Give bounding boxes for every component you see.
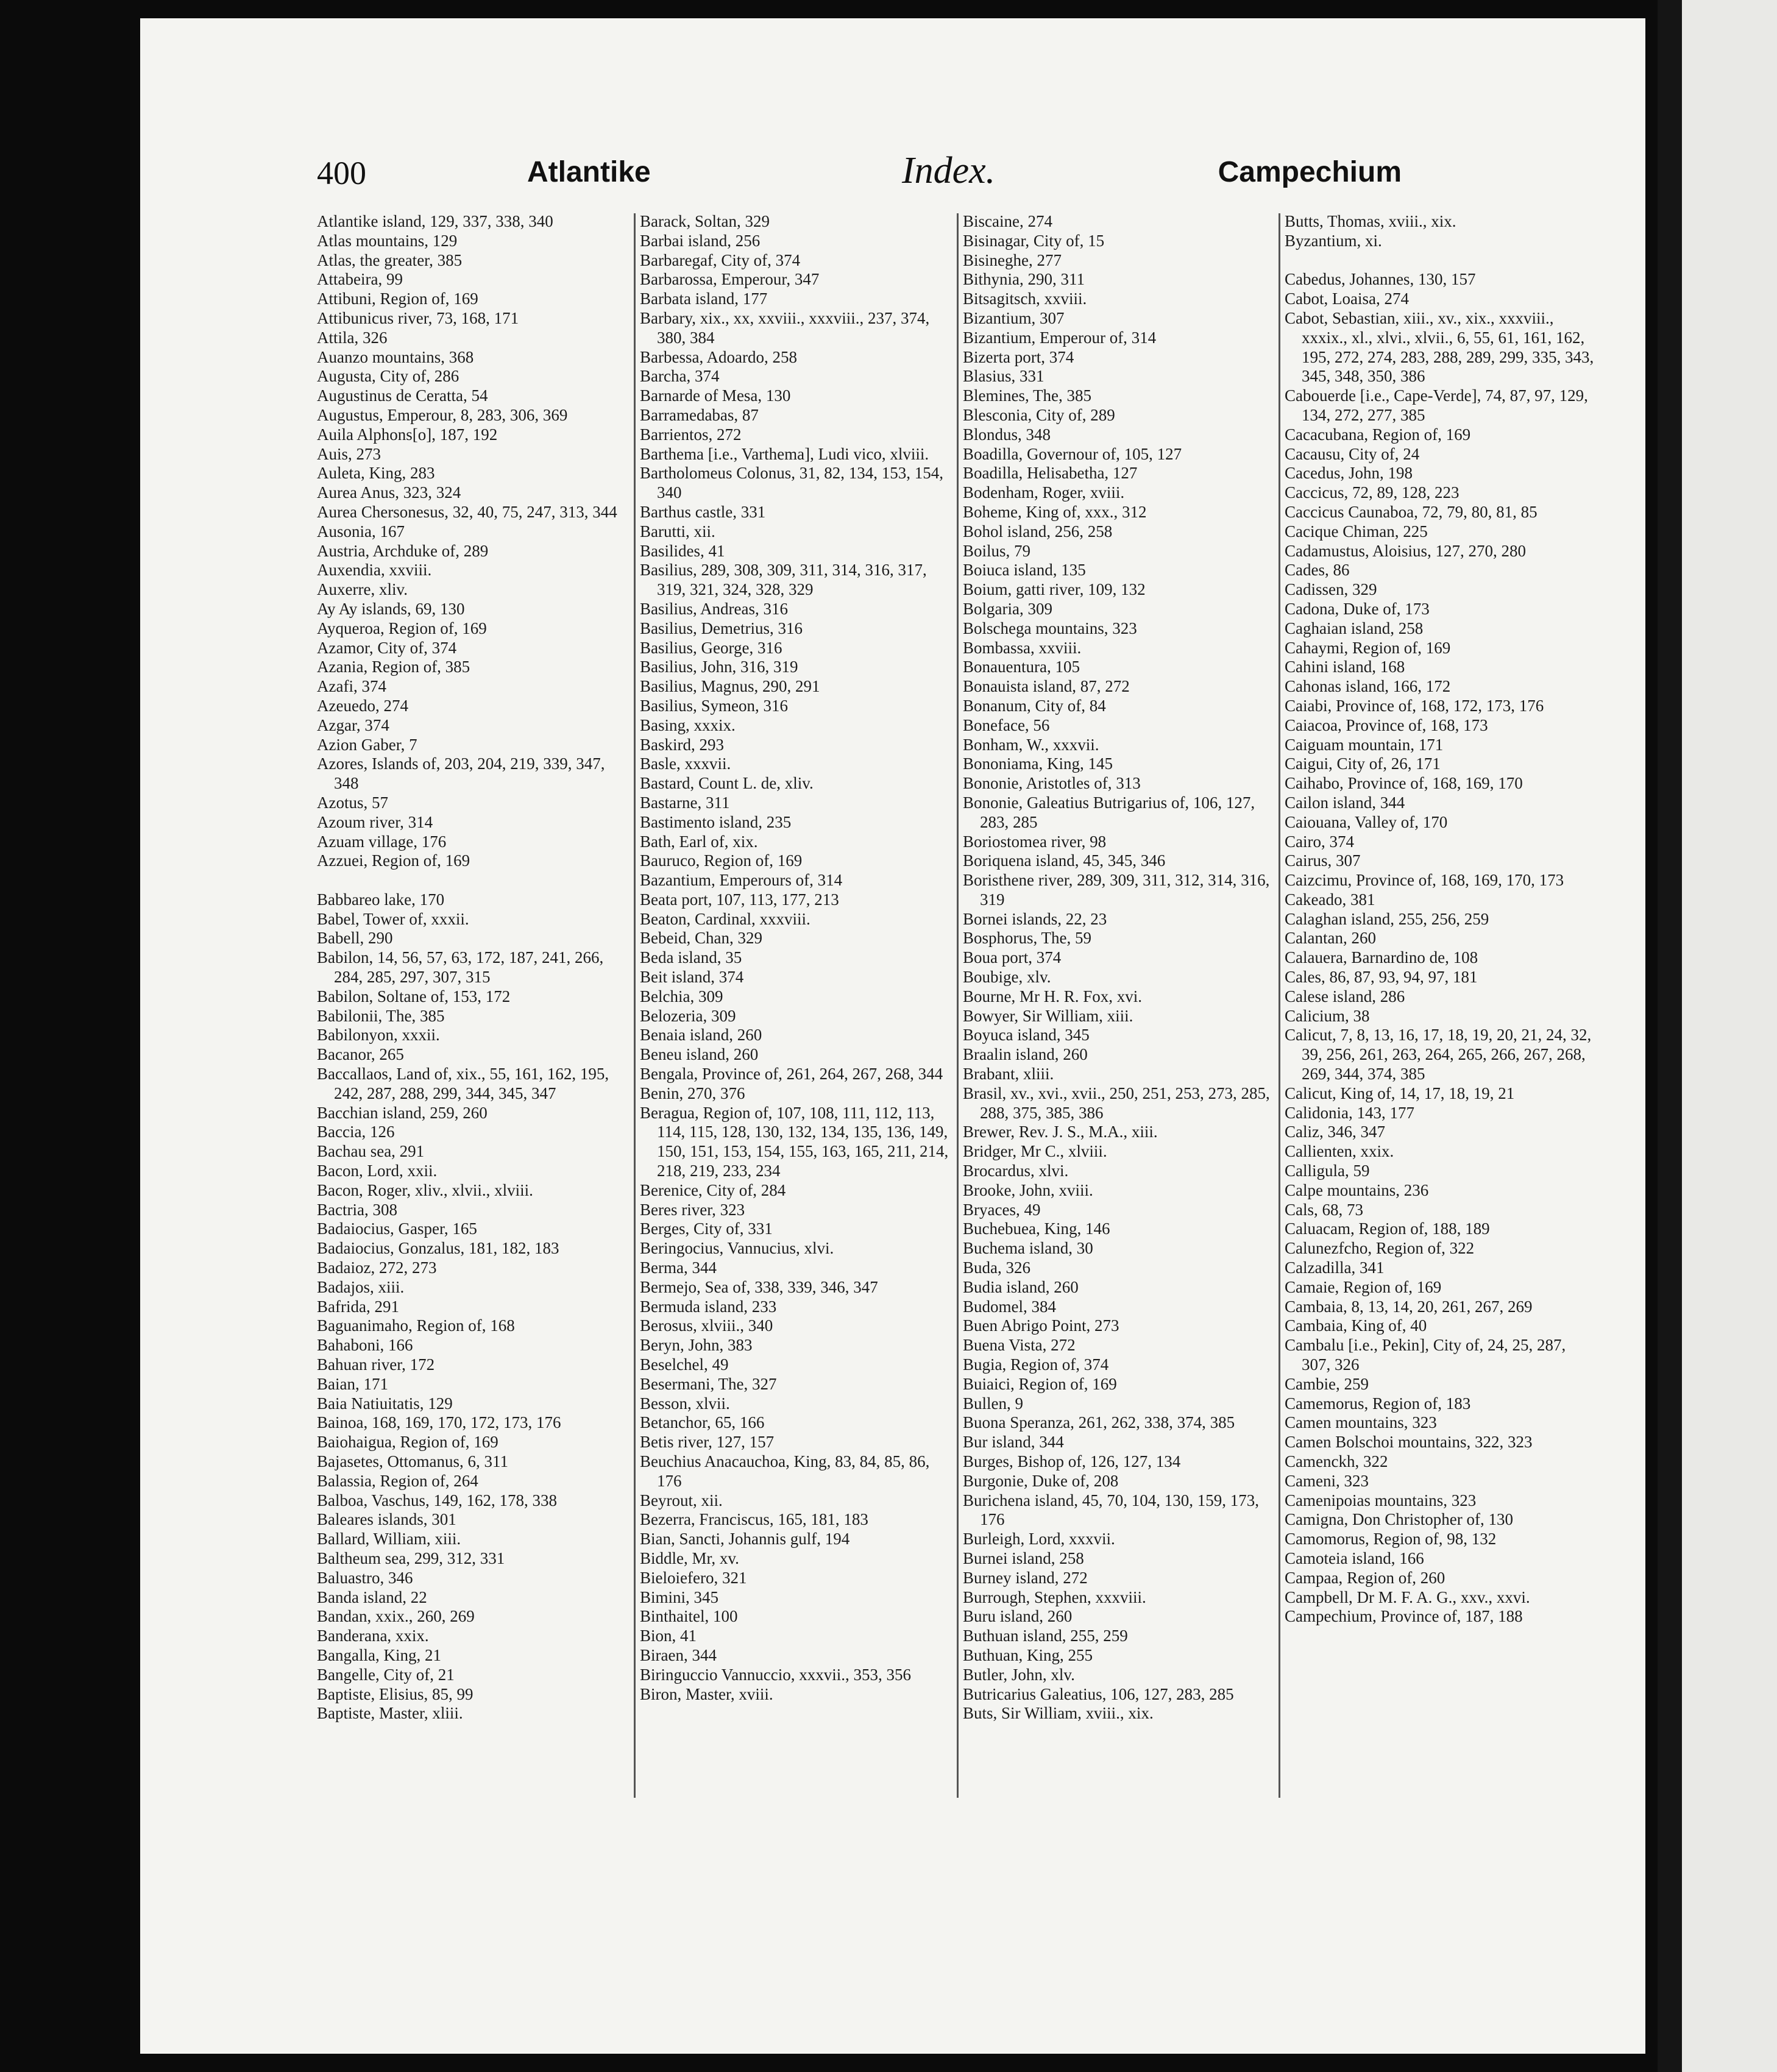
index-entry: Calese island, 286 (1285, 987, 1405, 1006)
index-entry: Bermuda island, 233 (640, 1297, 777, 1316)
index-column-4 (1285, 212, 1595, 1627)
index-entry: Attila, 326 (317, 328, 388, 347)
index-entry: Bisinagar, City of, 15 (963, 231, 1105, 250)
index-entry: Caccicus, 72, 89, 128, 223 (1285, 483, 1460, 502)
index-entry: Cabot, Sebastian, xiii., xv., xix., xxxviii., xxxix., xl., xlvi., xlvii., 6, 55, 61, 161, 162, 195, 272, 274, 283, 288, 289, 299, 335, 343, 345, 348, 350, 386 (1285, 308, 1594, 386)
index-entry: Badajos, xiii. (317, 1277, 405, 1296)
index-entry: Butler, John, xlv. (963, 1665, 1075, 1684)
index-entry: Berma, 344 (640, 1258, 717, 1277)
index-entry: Ballard, William, xiii. (317, 1530, 461, 1549)
index-entry: Bridger, Mr C., xlviii. (963, 1142, 1107, 1161)
index-entry: Bachau sea, 291 (317, 1142, 425, 1161)
index-entry: Buda, 326 (963, 1258, 1030, 1277)
index-entry: Barbai island, 256 (640, 231, 761, 250)
index-entry: Cadamustus, Aloisius, 127, 270, 280 (1285, 541, 1527, 560)
index-entry: Babilon, 14, 56, 57, 63, 172, 187, 241, 266, 284, 285, 297, 307, 315 (317, 948, 604, 987)
column-divider (634, 213, 636, 1798)
index-entry: Babilon, Soltane of, 153, 172 (317, 987, 511, 1006)
index-column-2 (640, 212, 951, 1704)
index-entry: Baptiste, Elisius, 85, 99 (317, 1684, 474, 1703)
index-entry: Auila Alphons[o], 187, 192 (317, 425, 498, 444)
index-entry: Boua port, 374 (963, 948, 1062, 967)
index-entry: Bizantium, 307 (963, 308, 1065, 327)
index-entry: Buchema island, 30 (963, 1239, 1093, 1258)
index-entry: Besermani, The, 327 (640, 1374, 777, 1393)
page-title: Index. (902, 150, 996, 191)
index-entry: Burney island, 272 (963, 1568, 1088, 1587)
index-entry: Cacausu, City of, 24 (1285, 444, 1420, 463)
index-entry: Camemorus, Region of, 183 (1285, 1394, 1471, 1413)
index-entry: Auleta, King, 283 (317, 464, 435, 483)
index-entry: Banda island, 22 (317, 1588, 427, 1606)
index-entry: Boium, gatti river, 109, 132 (963, 580, 1146, 599)
index-entry: Bauruco, Region of, 169 (640, 851, 803, 870)
index-entry: Campaa, Region of, 260 (1285, 1568, 1445, 1587)
index-entry: Barnarde of Mesa, 130 (640, 386, 791, 405)
index-entry: Ayqueroa, Region of, 169 (317, 619, 487, 637)
index-entry: Calicium, 38 (1285, 1006, 1370, 1025)
index-entry: Cadissen, 329 (1285, 580, 1377, 599)
column-divider (1279, 213, 1280, 1798)
index-entry: Burleigh, Lord, xxxvii. (963, 1530, 1115, 1549)
index-entry: Burrough, Stephen, xxxviii. (963, 1588, 1146, 1606)
index-entry: Ausonia, 167 (317, 522, 405, 541)
index-entry: Bolschega mountains, 323 (963, 619, 1137, 637)
index-entry: Basing, xxxix. (640, 715, 736, 734)
index-entry: Bahuan river, 172 (317, 1355, 435, 1374)
index-entry: Camigna, Don Christopher of, 130 (1285, 1510, 1513, 1529)
index-entry: Bian, Sancti, Johannis gulf, 194 (640, 1530, 850, 1549)
index-entry: Barbary, xix., xx, xxviii., xxxviii., 237, 374, 380, 384 (640, 308, 930, 347)
index-entry: Azania, Region of, 385 (317, 658, 470, 676)
index-entry: Attibuni, Region of, 169 (317, 289, 478, 308)
index-entry: Barcha, 374 (640, 367, 720, 386)
index-entry: Boadilla, Governour of, 105, 127 (963, 444, 1182, 463)
index-column-1 (317, 212, 628, 1723)
index-entry: Camenckh, 322 (1285, 1452, 1388, 1471)
index-entry: Calligula, 59 (1285, 1162, 1370, 1180)
index-entry: Baccia, 126 (317, 1123, 395, 1141)
index-entry: Bath, Earl of, xix. (640, 832, 758, 851)
index-entry: Bodenham, Roger, xviii. (963, 483, 1125, 502)
index-entry: Cahonas island, 166, 172 (1285, 677, 1451, 696)
index-entry: Cahini island, 168 (1285, 658, 1405, 676)
header-last-entry: Campechium (1218, 156, 1402, 188)
index-entry: Bisineghe, 277 (963, 250, 1062, 269)
index-entry: Babel, Tower of, xxxii. (317, 909, 469, 928)
index-entry: Berosus, xlviii., 340 (640, 1316, 773, 1335)
index-entry: Banderana, xxix. (317, 1627, 429, 1645)
index-entry: Baltheum sea, 299, 312, 331 (317, 1549, 505, 1567)
index-entry: Bafrida, 291 (317, 1297, 399, 1316)
index-entry: Babbareo lake, 170 (317, 890, 445, 909)
index-entry: Betanchor, 65, 166 (640, 1413, 765, 1432)
index-entry: Biron, Master, xviii. (640, 1684, 773, 1703)
index-entry: Babilonii, The, 385 (317, 1006, 445, 1025)
index-entry: Bononiama, King, 145 (963, 754, 1113, 773)
index-entry: Budia island, 260 (963, 1277, 1079, 1296)
index-entry: Baiohaigua, Region of, 169 (317, 1433, 498, 1452)
index-entry: Beragua, Region of, 107, 108, 111, 112, 113, 114, 115, 128, 130, 132, 134, 135, 136, 149, 150, 151, 153, 154, 155, 163, 165, 211, 214, 218, 219, 233, 234 (640, 1103, 949, 1180)
index-entry: Basilius, Magnus, 290, 291 (640, 677, 820, 696)
index-entry: Bion, 41 (640, 1627, 697, 1645)
index-entry: Azgar, 374 (317, 715, 389, 734)
index-entry: Beda island, 35 (640, 948, 742, 967)
index-entry: Bolgaria, 309 (963, 599, 1052, 618)
index-entry: Benaia island, 260 (640, 1026, 762, 1045)
index-entry: Binthaitel, 100 (640, 1607, 738, 1626)
index-entry: Bonauentura, 105 (963, 658, 1080, 676)
letter-gap (1285, 251, 1595, 271)
index-entry: Camomorus, Region of, 98, 132 (1285, 1530, 1497, 1549)
index-entry: Boneface, 56 (963, 715, 1050, 734)
index-entry: Austria, Archduke of, 289 (317, 541, 489, 560)
index-entry: Bainoa, 168, 169, 170, 172, 173, 176 (317, 1413, 561, 1432)
index-entry: Bizantium, Emperour of, 314 (963, 328, 1157, 347)
facing-page-edge (1658, 0, 1777, 2072)
index-entry: Cairus, 307 (1285, 851, 1361, 870)
index-entry: Baia Natiuitatis, 129 (317, 1394, 453, 1413)
index-entry: Bohol island, 256, 258 (963, 522, 1113, 541)
index-entry: Campbell, Dr M. F. A. G., xxv., xxvi. (1285, 1588, 1530, 1606)
index-entry: Buthuan, King, 255 (963, 1645, 1093, 1664)
index-entry: Biddle, Mr, xv. (640, 1549, 739, 1567)
index-entry: Augustus, Emperour, 8, 283, 306, 369 (317, 405, 568, 424)
index-entry: Calauera, Barnardino de, 108 (1285, 948, 1478, 967)
index-entry: Boiuca island, 135 (963, 561, 1086, 580)
index-entry: Buchebuea, King, 146 (963, 1219, 1110, 1238)
index-entry: Braalin island, 260 (963, 1045, 1088, 1064)
index-entry: Azzuei, Region of, 169 (317, 851, 470, 870)
index-entry: Barbarossa, Emperour, 347 (640, 270, 820, 289)
index-entry: Azuam village, 176 (317, 832, 447, 851)
index-entry: Calidonia, 143, 177 (1285, 1103, 1414, 1122)
index-entry: Caiouana, Valley of, 170 (1285, 812, 1448, 831)
index-entry: Bangalla, King, 21 (317, 1645, 441, 1664)
index-entry: Bitsagitsch, xxviii. (963, 289, 1087, 308)
index-entry: Butricarius Galeatius, 106, 127, 283, 285 (963, 1684, 1234, 1703)
index-entry: Caiguam mountain, 171 (1285, 735, 1444, 754)
index-entry: Barthus castle, 331 (640, 502, 766, 521)
index-entry: Calicut, 7, 8, 13, 16, 17, 18, 19, 20, 21, 24, 32, 39, 256, 261, 263, 264, 265, 266, 267, 268, 269, 344, 374, 385 (1285, 1026, 1592, 1084)
index-entry: Azeuedo, 274 (317, 696, 408, 715)
index-entry: Butts, Thomas, xviii., xix. (1285, 212, 1456, 230)
index-entry: Burgonie, Duke of, 208 (963, 1471, 1119, 1490)
index-entry: Camen Bolschoi mountains, 322, 323 (1285, 1433, 1533, 1452)
index-entry: Biringuccio Vannuccio, xxxvii., 353, 356 (640, 1665, 911, 1684)
letter-gap (317, 871, 628, 890)
index-entry: Cahaymi, Region of, 169 (1285, 638, 1451, 657)
index-entry: Biscaine, 274 (963, 212, 1052, 230)
index-entry: Badaiocius, Gonzalus, 181, 182, 183 (317, 1239, 559, 1258)
index-entry: Attibunicus river, 73, 168, 171 (317, 308, 519, 327)
index-entry: Beaton, Cardinal, xxxviii. (640, 909, 810, 928)
index-entry: Bandan, xxix., 260, 269 (317, 1607, 475, 1626)
index-entry: Caiacoa, Province of, 168, 173 (1285, 715, 1488, 734)
index-entry: Bullen, 9 (963, 1394, 1023, 1413)
index-entry: Cabedus, Johannes, 130, 157 (1285, 270, 1476, 289)
index-entry: Bermejo, Sea of, 338, 339, 346, 347 (640, 1277, 878, 1296)
index-entry: Bithynia, 290, 311 (963, 270, 1085, 289)
index-entry: Cameni, 323 (1285, 1471, 1369, 1490)
index-entry: Barutti, xii. (640, 522, 715, 541)
index-entry: Buts, Sir William, xviii., xix. (963, 1704, 1154, 1723)
index-entry: Auxerre, xliv. (317, 580, 408, 599)
index-entry: Cades, 86 (1285, 561, 1350, 580)
index-entry: Augustinus de Ceratta, 54 (317, 386, 488, 405)
index-entry: Basilius, Symeon, 316 (640, 696, 789, 715)
index-entry: Bebeid, Chan, 329 (640, 929, 762, 948)
index-entry: Camoteia island, 166 (1285, 1549, 1424, 1567)
index-entry: Calunezfcho, Region of, 322 (1285, 1239, 1475, 1258)
index-entry: Campechium, Province of, 187, 188 (1285, 1607, 1523, 1626)
index-entry: Azamor, City of, 374 (317, 638, 457, 657)
index-entry: Burichena island, 45, 70, 104, 130, 159, 173, 176 (963, 1491, 1259, 1529)
index-entry: Boriostomea river, 98 (963, 832, 1107, 851)
index-entry: Bourne, Mr H. R. Fox, xvi. (963, 987, 1143, 1006)
index-entry: Cambalu [i.e., Pekin], City of, 24, 25, 287, 307, 326 (1285, 1336, 1566, 1374)
index-entry: Baccallaos, Land of, xix., 55, 161, 162, 195, 242, 287, 288, 299, 344, 345, 347 (317, 1065, 609, 1102)
index-entry: Camaie, Region of, 169 (1285, 1277, 1442, 1296)
index-entry: Barramedabas, 87 (640, 405, 759, 424)
index-entry: Calpe mountains, 236 (1285, 1180, 1429, 1199)
index-entry: Besson, xlvii. (640, 1394, 730, 1413)
index-entry: Aurea Anus, 323, 324 (317, 483, 461, 502)
index-entry: Belozeria, 309 (640, 1006, 736, 1025)
index-entry: Cacique Chiman, 225 (1285, 522, 1428, 541)
index-entry: Buona Speranza, 261, 262, 338, 374, 385 (963, 1413, 1235, 1432)
index-entry: Boadilla, Helisabetha, 127 (963, 464, 1138, 483)
index-entry: Bonauista island, 87, 272 (963, 677, 1130, 696)
index-entry: Cadona, Duke of, 173 (1285, 599, 1430, 618)
index-entry: Belchia, 309 (640, 987, 723, 1006)
index-entry: Caigui, City of, 26, 171 (1285, 754, 1441, 773)
index-entry: Caiabi, Province of, 168, 172, 173, 176 (1285, 696, 1544, 715)
index-entry: Cailon island, 344 (1285, 793, 1405, 812)
index-entry: Brabant, xliii. (963, 1065, 1054, 1084)
index-entry: Beringocius, Vannucius, xlvi. (640, 1239, 834, 1258)
index-entry: Atlantike island, 129, 337, 338, 340 (317, 212, 553, 230)
index-entry: Bombassa, xxviii. (963, 638, 1082, 657)
index-entry: Bazantium, Emperours of, 314 (640, 871, 843, 890)
index-entry: Cabouerde [i.e., Cape-Verde], 74, 87, 97, 129, 134, 272, 277, 385 (1285, 386, 1588, 424)
running-header (317, 149, 1402, 204)
index-entry: Cakeado, 381 (1285, 890, 1375, 909)
index-entry: Buiaici, Region of, 169 (963, 1374, 1117, 1393)
index-entry: Barbessa, Adoardo, 258 (640, 347, 797, 366)
index-entry: Bugia, Region of, 374 (963, 1355, 1109, 1374)
index-entry: Balassia, Region of, 264 (317, 1471, 478, 1490)
index-entry: Azoum river, 314 (317, 812, 433, 831)
index-column-3 (963, 212, 1274, 1723)
index-entry: Bastarne, 311 (640, 793, 730, 812)
index-entry: Bahaboni, 166 (317, 1336, 413, 1355)
index-entry: Azores, Islands of, 203, 204, 219, 339, 347, 348 (317, 754, 605, 793)
index-entry: Bangelle, City of, 21 (317, 1665, 455, 1684)
index-entry: Attabeira, 99 (317, 270, 403, 289)
index-entry: Buru island, 260 (963, 1607, 1073, 1626)
index-entry: Basilides, 41 (640, 541, 725, 560)
index-entry: Bowyer, Sir William, xiii. (963, 1006, 1133, 1025)
index-entry: Baleares islands, 301 (317, 1510, 456, 1529)
index-entry: Basilius, Andreas, 316 (640, 599, 788, 618)
index-entry: Badaiocius, Gasper, 165 (317, 1219, 477, 1238)
index-entry: Bieloiefero, 321 (640, 1568, 747, 1587)
index-entry: Bactria, 308 (317, 1200, 397, 1219)
index-entry: Beryn, John, 383 (640, 1336, 753, 1355)
index-entry: Beselchel, 49 (640, 1355, 729, 1374)
index-entry: Biraen, 344 (640, 1645, 717, 1664)
index-entry: Camen mountains, 323 (1285, 1413, 1437, 1432)
index-entry: Buen Abrigo Point, 273 (963, 1316, 1119, 1335)
index-entry: Burnei island, 258 (963, 1549, 1084, 1567)
index-entry: Baguanimaho, Region of, 168 (317, 1316, 515, 1335)
column-divider (957, 213, 959, 1798)
index-entry: Basilius, 289, 308, 309, 311, 314, 316, 317, 319, 321, 324, 328, 329 (640, 561, 927, 599)
index-entry: Cambaia, King of, 40 (1285, 1316, 1427, 1335)
index-entry: Baluastro, 346 (317, 1568, 413, 1587)
index-entry: Babilonyon, xxxii. (317, 1026, 440, 1045)
index-entry: Auanzo mountains, 368 (317, 347, 474, 366)
index-entry: Beneu island, 260 (640, 1045, 759, 1064)
index-entry: Caghaian island, 258 (1285, 619, 1424, 637)
index-entry: Badaioz, 272, 273 (317, 1258, 437, 1277)
index-entry: Azion Gaber, 7 (317, 735, 417, 754)
index-entry: Bononie, Galeatius Butrigarius of, 106, 127, 283, 285 (963, 793, 1255, 831)
index-entry: Cals, 68, 73 (1285, 1200, 1364, 1219)
index-entry: Budomel, 384 (963, 1297, 1056, 1316)
index-entry: Bonanum, City of, 84 (963, 696, 1106, 715)
header-first-entry: Atlantike (527, 156, 651, 188)
index-entry: Basilius, George, 316 (640, 638, 782, 657)
index-entry: Barthema [i.e., Varthema], Ludi vico, xlviii. (640, 444, 929, 463)
index-entry: Bryaces, 49 (963, 1200, 1041, 1219)
index-entry: Brooke, John, xviii. (963, 1180, 1093, 1199)
index-entry: Bacchian island, 259, 260 (317, 1103, 488, 1122)
index-entry: Boilus, 79 (963, 541, 1031, 560)
index-entry: Cacedus, John, 198 (1285, 464, 1413, 483)
index-entry: Berenice, City of, 284 (640, 1180, 786, 1199)
index-entry: Burges, Bishop of, 126, 127, 134 (963, 1452, 1181, 1471)
index-entry: Blesconia, City of, 289 (963, 405, 1115, 424)
index-entry: Baian, 171 (317, 1374, 388, 1393)
index-entry: Caccicus Caunaboa, 72, 79, 80, 81, 85 (1285, 502, 1538, 521)
index-entry: Aurea Chersonesus, 32, 40, 75, 247, 313, 344 (317, 502, 617, 521)
index-entry: Bornei islands, 22, 23 (963, 909, 1107, 928)
index-entry: Bizerta port, 374 (963, 347, 1074, 366)
index-entry: Callienten, xxix. (1285, 1142, 1394, 1161)
index-entry: Basle, xxxvii. (640, 754, 731, 773)
page-number: 400 (317, 155, 366, 191)
index-entry: Benin, 270, 376 (640, 1084, 745, 1102)
index-entry: Beata port, 107, 113, 177, 213 (640, 890, 839, 909)
index-entry: Caizcimu, Province of, 168, 169, 170, 173 (1285, 871, 1564, 890)
index-entry: Caluacam, Region of, 188, 189 (1285, 1219, 1490, 1238)
index-entry: Calantan, 260 (1285, 929, 1376, 948)
index-entry: Azafi, 374 (317, 677, 386, 696)
index-entry: Atlas, the greater, 385 (317, 250, 463, 269)
index-entry: Boriquena island, 45, 345, 346 (963, 851, 1166, 870)
index-entry: Beyrout, xii. (640, 1491, 723, 1510)
index-entry: Bastard, Count L. de, xliv. (640, 774, 814, 793)
index-entry: Byzantium, xi. (1285, 231, 1382, 250)
index-entry: Baptiste, Master, xliii. (317, 1704, 463, 1723)
index-entry: Babell, 290 (317, 929, 393, 948)
index-entry: Augusta, City of, 286 (317, 367, 459, 386)
index-entry: Bacanor, 265 (317, 1045, 404, 1064)
index-entry: Blasius, 331 (963, 367, 1045, 386)
index-entry: Blemines, The, 385 (963, 386, 1091, 405)
index-entry: Calaghan island, 255, 256, 259 (1285, 909, 1489, 928)
index-entry: Camenipoias mountains, 323 (1285, 1491, 1477, 1510)
index-entry: Cambie, 259 (1285, 1374, 1369, 1393)
index-entry: Blondus, 348 (963, 425, 1051, 444)
index-entry: Brocardus, xlvi. (963, 1162, 1069, 1180)
index-entry: Auxendia, xxviii. (317, 561, 432, 580)
index-entry: Bur island, 344 (963, 1433, 1064, 1452)
index-entry: Bengala, Province of, 261, 264, 267, 268, 344 (640, 1065, 943, 1084)
index-entry: Bastimento island, 235 (640, 812, 792, 831)
index-entry: Beit island, 374 (640, 968, 744, 987)
index-entry: Beuchius Anacauchoa, King, 83, 84, 85, 86, 176 (640, 1452, 930, 1490)
index-entry: Bimini, 345 (640, 1588, 719, 1606)
index-entry: Barrientos, 272 (640, 425, 742, 444)
index-entry: Bezerra, Franciscus, 165, 181, 183 (640, 1510, 868, 1529)
index-entry: Bajasetes, Ottomanus, 6, 311 (317, 1452, 508, 1471)
index-entry: Brewer, Rev. J. S., M.A., xiii. (963, 1123, 1158, 1141)
index-entry: Bartholomeus Colonus, 31, 82, 134, 153, 154, 340 (640, 464, 943, 502)
index-entry: Bosphorus, The, 59 (963, 929, 1092, 948)
index-entry: Barbata island, 177 (640, 289, 768, 308)
index-entry: Boheme, King of, xxx., 312 (963, 502, 1147, 521)
index-entry: Basilius, John, 316, 319 (640, 658, 798, 676)
index-entry: Cacacubana, Region of, 169 (1285, 425, 1471, 444)
index-entry: Barbaregaf, City of, 374 (640, 250, 801, 269)
index-entry: Ay Ay islands, 69, 130 (317, 599, 465, 618)
index-entry: Brasil, xv., xvi., xvii., 250, 251, 253, 273, 285, 288, 375, 385, 386 (963, 1084, 1270, 1122)
index-entry: Auis, 273 (317, 444, 381, 463)
index-entry: Cambaia, 8, 13, 14, 20, 261, 267, 269 (1285, 1297, 1533, 1316)
index-entry: Beres river, 323 (640, 1200, 745, 1219)
index-entry: Buena Vista, 272 (963, 1336, 1076, 1355)
index-entry: Baskird, 293 (640, 735, 724, 754)
index-entry: Barack, Soltan, 329 (640, 212, 770, 230)
index-entry: Azotus, 57 (317, 793, 388, 812)
index-entry: Calicut, King of, 14, 17, 18, 19, 21 (1285, 1084, 1515, 1102)
index-entry: Boubige, xlv. (963, 968, 1051, 987)
index-entry: Boyuca island, 345 (963, 1026, 1090, 1045)
index-entry: Basilius, Demetrius, 316 (640, 619, 803, 637)
index-entry: Cabot, Loaisa, 274 (1285, 289, 1409, 308)
index-entry: Calzadilla, 341 (1285, 1258, 1385, 1277)
index-entry: Buthuan island, 255, 259 (963, 1627, 1128, 1645)
index-entry: Berges, City of, 331 (640, 1219, 773, 1238)
index-entry: Bononie, Aristotles of, 313 (963, 774, 1141, 793)
index-entry: Cales, 86, 87, 93, 94, 97, 181 (1285, 968, 1478, 987)
index-entry: Bacon, Roger, xliv., xlvii., xlviii. (317, 1180, 533, 1199)
index-entry: Atlas mountains, 129 (317, 231, 458, 250)
index-entry: Cairo, 374 (1285, 832, 1354, 851)
index-entry: Bacon, Lord, xxii. (317, 1162, 438, 1180)
index-entry: Caihabo, Province of, 168, 169, 170 (1285, 774, 1523, 793)
index-entry: Boristhene river, 289, 309, 311, 312, 314, 316, 319 (963, 871, 1270, 909)
index-entry: Caliz, 346, 347 (1285, 1123, 1385, 1141)
index-entry: Betis river, 127, 157 (640, 1433, 775, 1452)
index-entry: Balboa, Vaschus, 149, 162, 178, 338 (317, 1491, 557, 1510)
index-entry: Bonham, W., xxxvii. (963, 735, 1099, 754)
